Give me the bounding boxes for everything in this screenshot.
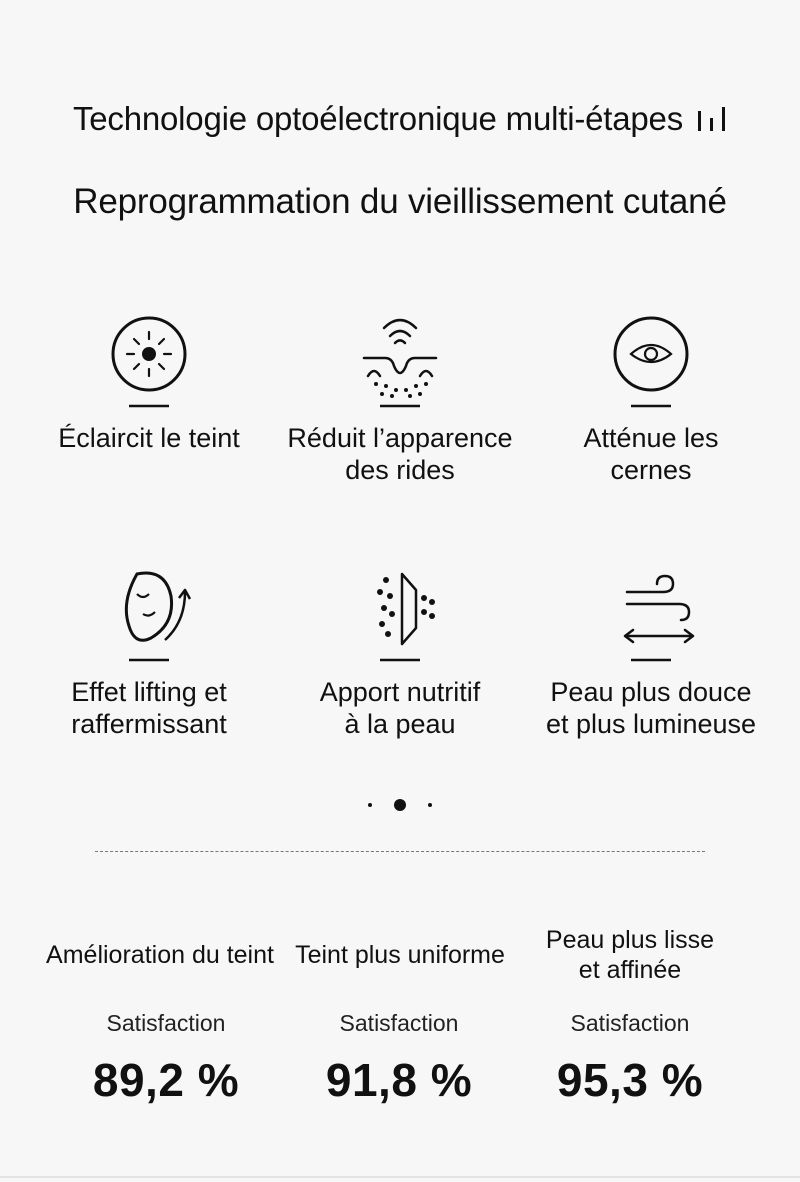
stat-satisfaction-1	[36, 1010, 296, 1107]
stat-uniforme	[270, 940, 530, 970]
page-title-text: Technologie optoélectronique multi-étapes	[72, 100, 684, 137]
stat-value: 95,3 %	[556, 1054, 704, 1106]
stat-title: Teint plus uniforme	[295, 941, 505, 969]
feature-label: Effet lifting et raffermissant	[71, 677, 227, 739]
feature-softness	[521, 562, 781, 740]
feature-wrinkles	[270, 308, 530, 486]
stat-value: 89,2 %	[92, 1054, 240, 1106]
stat-title: Peau plus lisse et affinée	[545, 926, 715, 984]
feature-brightening	[19, 308, 279, 454]
stat-value: 91,8 %	[325, 1054, 473, 1106]
eye-icon	[591, 308, 711, 408]
skin-waves-icon	[340, 308, 460, 408]
feature-lifting	[19, 562, 279, 740]
bars-icon	[697, 105, 727, 133]
stat-lisse	[500, 925, 760, 985]
carousel-dot[interactable]	[368, 803, 372, 807]
dashed-divider	[95, 851, 705, 852]
carousel-indicator	[0, 796, 800, 814]
stat-label: Satisfaction	[106, 1010, 226, 1036]
face-lift-icon	[89, 562, 209, 662]
stat-title: Amélioration du teint	[46, 941, 274, 969]
page-subtitle: Reprogrammation du vieillissement cutané	[73, 182, 727, 221]
feature-label: Peau plus douce et plus lumineuse	[545, 677, 757, 739]
bottom-divider	[0, 1176, 800, 1178]
feature-dark-circles	[521, 308, 781, 486]
page-title	[0, 100, 800, 138]
feature-nutrition	[270, 562, 530, 740]
stat-label: Satisfaction	[339, 1010, 459, 1036]
carousel-dot[interactable]	[428, 803, 432, 807]
stat-label: Satisfaction	[570, 1010, 690, 1036]
sun-icon	[89, 308, 209, 408]
feature-label: Éclaircit le teint	[58, 423, 240, 453]
nutrient-absorption-icon	[340, 562, 460, 662]
wind-icon	[591, 562, 711, 662]
feature-label: Apport nutritif à la peau	[319, 677, 481, 739]
stat-satisfaction-2	[269, 1010, 529, 1107]
stat-teint	[30, 940, 290, 970]
carousel-dot-active[interactable]	[394, 799, 406, 811]
feature-label: Réduit l’apparence des rides	[287, 423, 513, 485]
feature-label: Atténue les cernes	[583, 423, 719, 485]
stat-satisfaction-3	[500, 1010, 760, 1107]
